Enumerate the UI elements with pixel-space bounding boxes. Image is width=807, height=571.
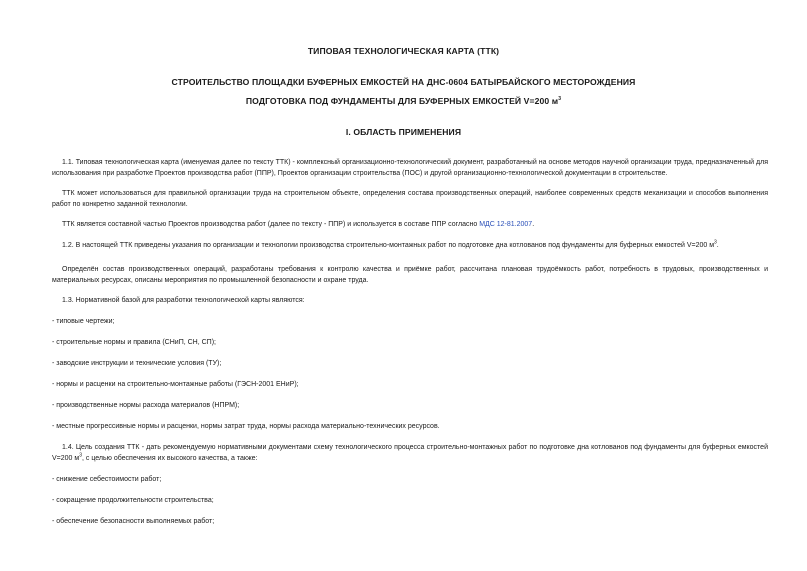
list-item: - сокращение продолжительности строительства; — [52, 497, 214, 504]
paragraph-1-3: 1.3. Нормативной базой для разработки технологической карты являются: — [62, 297, 305, 304]
document-title: ТИПОВАЯ ТЕХНОЛОГИЧЕСКАЯ КАРТА (ТТК) — [307, 46, 500, 56]
list-item: - обеспечение безопасности выполняемых работ; — [52, 518, 215, 525]
paragraph-1-2: 1.2. В настоящей ТТК приведены указания по организации и технологии производства строительно-монтажных работ по подготовке дна котлованов под фундаменты для буферных емкостей V=200 $м^3$. — [62, 239, 719, 249]
list-item: - нормы и расценки на строительно-монтажные работы (ГЭСН-2001 ЕНиР); — [52, 381, 299, 388]
list-item: - снижение себестоимости работ; — [52, 476, 162, 483]
mds-link[interactable]: МДС 12-81.2007 — [479, 221, 533, 228]
paragraph-1-1: 1.1. Типовая технологическая карта (именуемая далее по тексту ТТК) - комплексный организационно-технологический документ, разработанный на основе методов научной организации труда, предназначенный для использования при разработке Проектов производства работ (ППР), Проектов организации строительства (ПОС) и другой организационно-технологической документации в строительстве. — [52, 159, 768, 177]
list-item: - заводские инструкции и технические условия (ТУ); — [52, 360, 222, 367]
list-item: - местные прогрессивные нормы и расценки, нормы затрат труда, нормы расхода материально-технических ресурсов. — [52, 423, 440, 430]
paragraph-ttk-usage: ТТК может использоваться для правильной организации труда на строительном объекте, определения состава производственных операций, наиболее современных средств механизации и способов выполнения работ по конкретно заданной технологии. — [52, 190, 768, 208]
section-heading: I. ОБЛАСТЬ ПРИМЕНЕНИЯ — [345, 127, 462, 137]
document-subtitle-2: ПОДГОТОВКА ПОД ФУНДАМЕНТЫ ДЛЯ БУФЕРНЫХ ЕМКОСТЕЙ V=200 $м^3$ — [245, 96, 562, 106]
paragraph-ttk-ppr: ТТК является составной частью Проектов производства работ (далее по тексту - ППР) и используется в составе ППР согласно МДС 12-81.2007. — [62, 221, 535, 228]
document-subtitle-1: СТРОИТЕЛЬСТВО ПЛОЩАДКИ БУФЕРНЫХ ЕМКОСТЕЙ НА ДНС-0604 БАТЫРБАЙСКОГО МЕСТОРОЖДЕНИЯ — [171, 77, 636, 87]
list-item: - строительные нормы и правила (СНиП, СН, СП); — [52, 339, 216, 346]
list-item: - производственные нормы расхода материалов (НПРМ); — [52, 402, 240, 409]
paragraph-1-4: 1.4. Цель создания ТТК - дать рекомендуемую нормативными документами схему технологического процесса строительно-монтажных работ по подготовке дна котлованов под фундаменты для буферных емкостей V=200 $м^3$, с целью обеспечения их высокого качества, а также: — [52, 444, 768, 462]
list-item: - типовые чертежи; — [52, 318, 115, 325]
paragraph-scope: Определён состав производственных операций, разработаны требования к контролю качества и приёмке работ, рассчитана плановая трудоёмкость работ, потребность в трудовых, производственных и материальных ресурсах, описаны мероприятия по промышленной безопасности и охране труда. — [52, 266, 768, 284]
